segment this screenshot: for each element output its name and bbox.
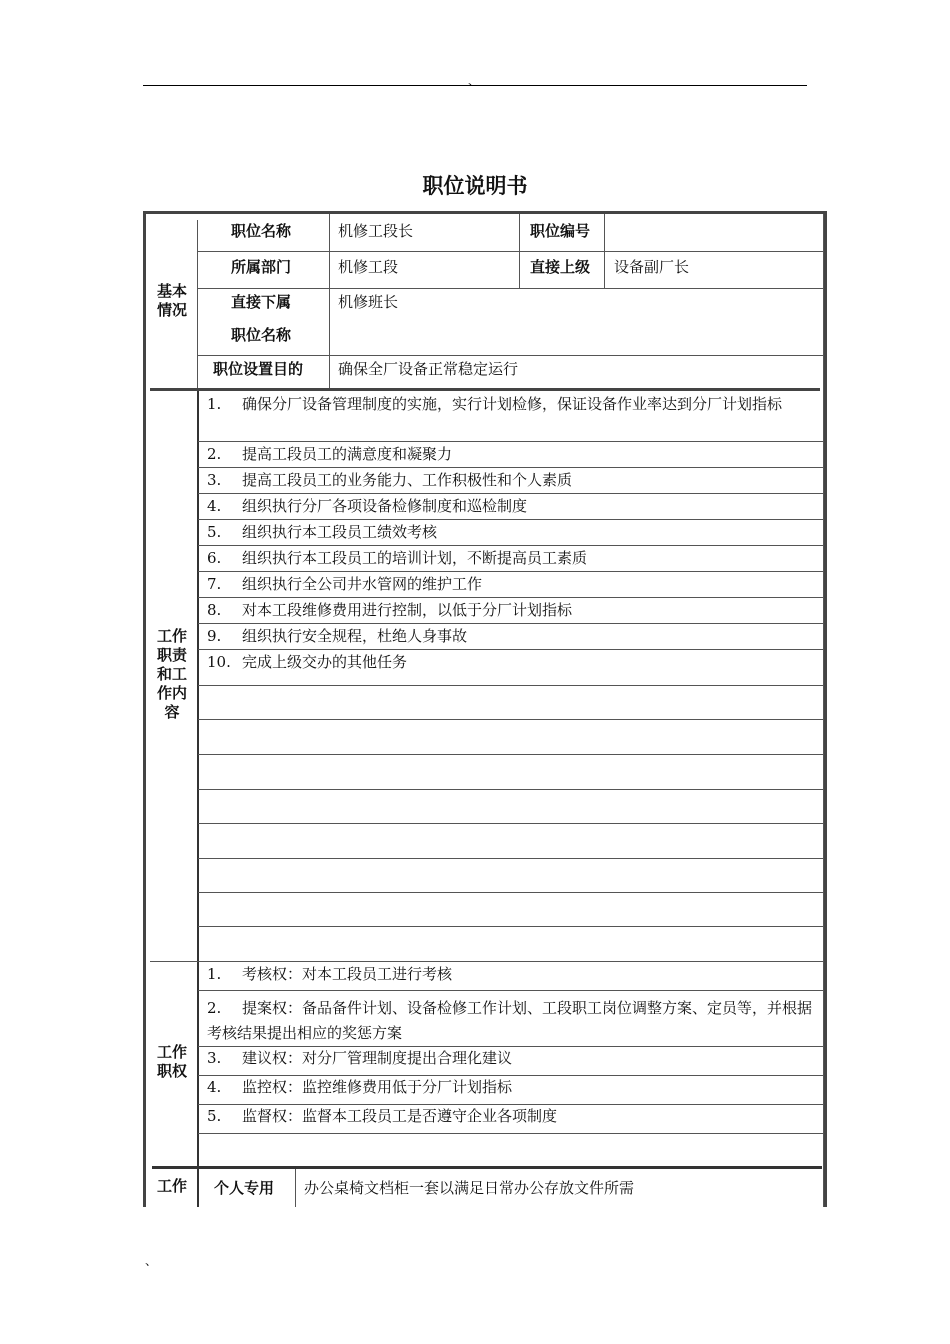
subordinate-label-2: 职位名称 [231,326,292,344]
department-value: 机修工段 [338,258,399,276]
grid-line [198,251,823,252]
grid-line [198,789,823,790]
section-label-basic: 基本 情况 [156,282,187,319]
item-text: 对本工段维修费用进行控制，以低于分厂计划指标 [242,601,573,619]
item-number: 7. [207,575,222,593]
item-text: 完成上级交办的其他任务 [242,653,408,671]
grid-line [198,990,823,991]
purpose-label: 职位设置目的 [213,360,304,378]
grid-line [198,1133,823,1134]
item-number: 10. [207,653,231,671]
item-number: 2. [207,999,222,1017]
item-text: 组织执行全公司井水管网的维护工作 [242,575,483,593]
list-item [207,650,819,675]
item-number: 3. [207,471,222,489]
item-number: 9. [207,627,222,645]
personal-use-value: 办公桌椅文档柜一套以满足日常办公存放文件所需 [304,1179,635,1197]
grid-line [198,892,823,893]
item-number: 8. [207,601,222,619]
grid-line [198,355,823,356]
personal-use-label: 个人专用 [214,1179,275,1197]
item-number: 3. [207,1049,222,1067]
grid-line [198,754,823,755]
superior-label: 直接上级 [530,258,591,276]
list-item [207,1104,819,1129]
item-text: 确保分厂设备管理制度的实施，实行计划检修，保证设备作业率达到分厂计划指标 [242,395,783,413]
item-text: 组织执行本工段员工绩效考核 [242,523,438,541]
grid-line [198,685,823,686]
position-name-label: 职位名称 [231,222,292,240]
list-item [207,1046,819,1071]
list-item [207,494,819,519]
list-item [207,520,819,545]
item-text: 建议权：对分厂管理制度提出合理化建议 [242,1049,513,1067]
grid-line [198,823,823,824]
section-label-authority: 工作 职权 [156,1043,187,1080]
item-text: 组织执行本工段员工的培训计划，不断提高员工素质 [242,549,588,567]
subordinate-value: 机修班长 [338,293,399,311]
item-number: 5. [207,523,222,541]
position-code-label: 职位编号 [530,222,591,240]
position-name-value: 机修工段长 [338,222,414,240]
grid-line [198,719,823,720]
list-item [207,392,819,417]
item-text: 考核权：对本工段员工进行考核 [242,965,453,983]
section-rule [152,1166,822,1169]
list-item [207,546,819,571]
grid-line [198,858,823,859]
purpose-value: 确保全厂设备正常稳定运行 [338,360,519,378]
list-item [207,598,819,623]
list-item [207,1075,819,1100]
item-text: 组织执行分厂各项设备检修制度和巡检制度 [242,497,528,515]
item-text: 提案权：备品备件计划、设备检修工作计划、工段职工岗位调整方案、定员等，并根据考核结果提出相应的奖惩方案 [207,999,813,1042]
subordinate-label: 直接下属 [231,293,292,311]
header-rule [143,85,807,86]
list-item [207,572,819,597]
right-border [823,214,824,1207]
item-text: 监督权：监督本工段员工是否遵守企业各项制度 [242,1107,558,1125]
list-item [207,962,819,987]
list-item [207,468,819,493]
grid-line [295,1169,296,1207]
item-text: 组织执行安全规程，杜绝人身事故 [242,627,468,645]
item-number: 6. [207,549,222,567]
item-number: 4. [207,497,222,515]
item-text: 提高工段员工的满意度和凝聚力 [242,445,453,463]
section-label-conditions: 工作 [156,1177,187,1195]
item-number: 5. [207,1107,222,1125]
superior-value: 设备副厂长 [614,258,690,276]
grid-line [329,214,330,388]
department-label: 所属部门 [231,258,292,276]
list-item [207,996,819,1046]
grid-line [198,926,823,927]
list-item [207,624,819,649]
footer-mark: 、 [145,1254,158,1268]
item-number: 1. [207,965,222,983]
item-number: 2. [207,445,222,463]
section-label-duties: 工作 职责 和工 作内 容 [156,627,187,721]
item-text: 提高工段员工的业务能力、工作积极性和个人素质 [242,471,573,489]
item-text: 监控权：监控维修费用低于分厂计划指标 [242,1078,513,1096]
header-mark: 、 [468,74,481,88]
page-title: 职位说明书 [422,174,528,198]
list-item [207,442,819,467]
item-number: 4. [207,1078,222,1096]
item-number: 1. [207,395,222,413]
section-rule [150,388,820,391]
section-divider [197,390,199,1207]
grid-line [198,288,823,289]
